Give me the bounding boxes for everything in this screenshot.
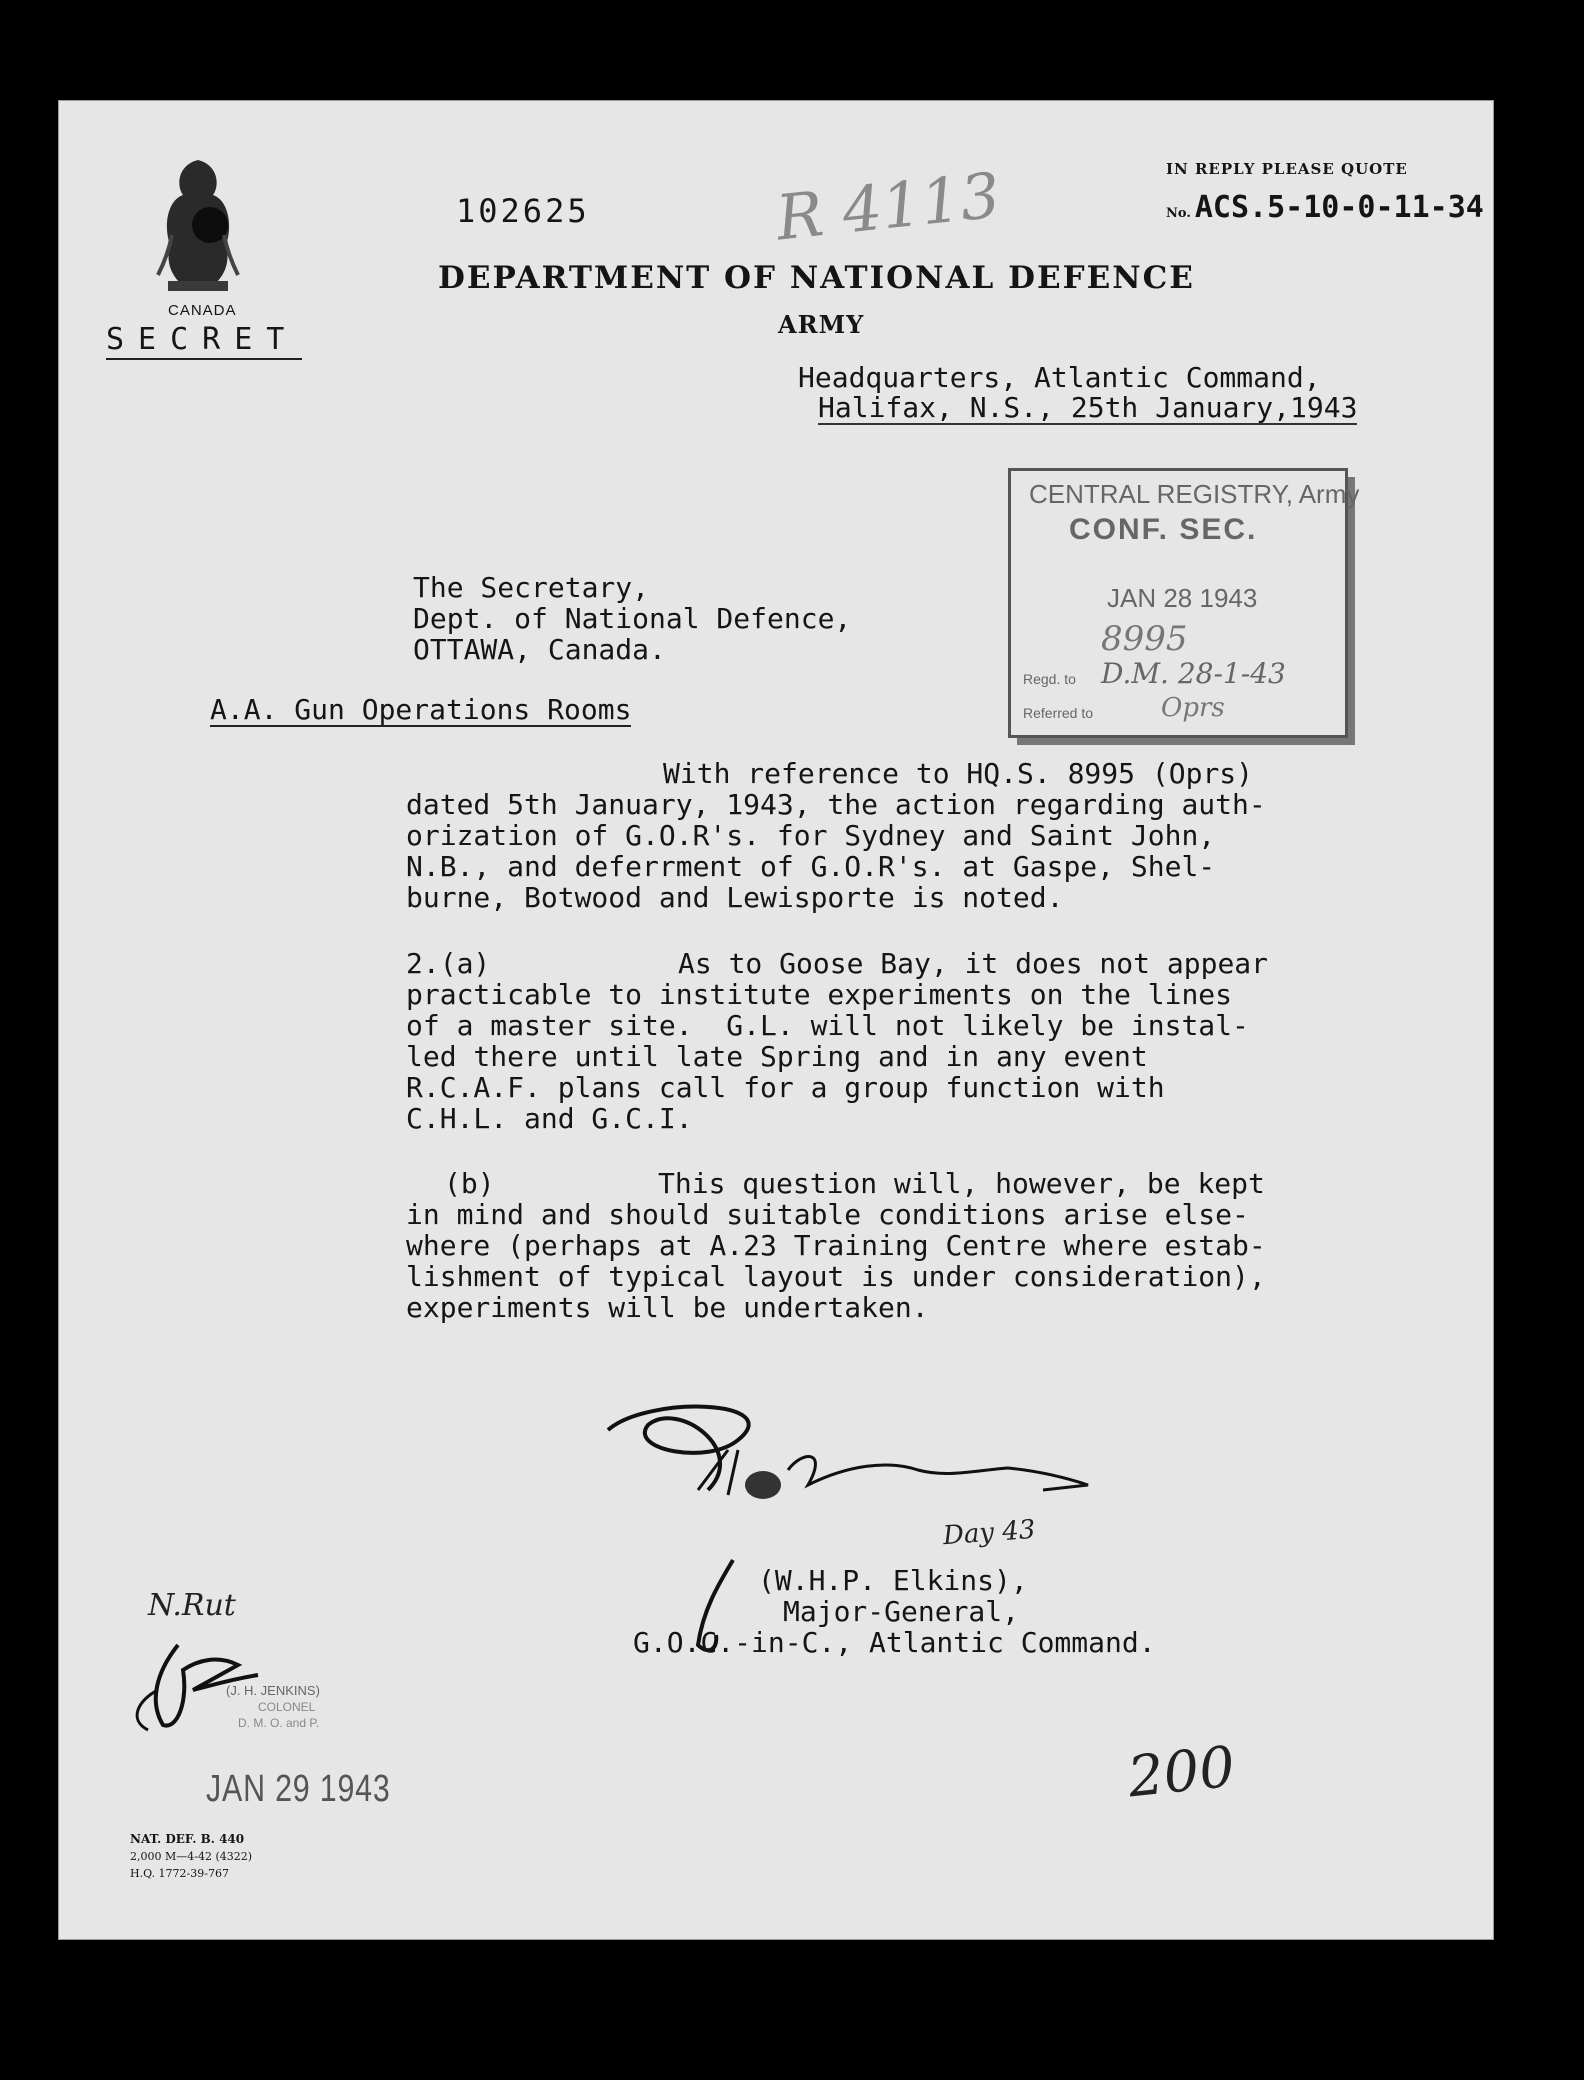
registry-regd-value: D.M. 28-1-43 xyxy=(1101,657,1286,690)
form-print-run: 2,000 M—4-42 (4322) xyxy=(130,1850,253,1863)
officer-stamp-office: D. M. O. and P. xyxy=(238,1716,320,1730)
registry-stamp-section: CONF. SEC. xyxy=(1069,513,1258,546)
body-p2-line: of a master site. G.L. will not likely be instal- xyxy=(406,1009,1249,1042)
body-p2-line: C.H.L. and G.C.I. xyxy=(406,1102,693,1135)
body-p2-line: R.C.A.F. plans call for a group function with xyxy=(406,1071,1165,1104)
body-p3-line: lishment of typical layout is under consideration), xyxy=(406,1260,1266,1293)
body-p3-label: (b) xyxy=(444,1167,495,1200)
canada-crest-icon xyxy=(148,155,248,300)
branch-title: ARMY xyxy=(778,310,865,339)
body-p3-line: experiments will be undertaken. xyxy=(406,1291,929,1324)
signatory-name: (W.H.P. Elkins), xyxy=(758,1564,1028,1597)
body-p3-line: where (perhaps at A.23 Training Centre where estab- xyxy=(406,1229,1266,1262)
registry-stamp-date: JAN 28 1943 xyxy=(1107,583,1258,613)
signatory-rank: Major-General, xyxy=(783,1595,1020,1628)
officer-stamp-name: (J. H. JENKINS) xyxy=(226,1683,320,1698)
registry-referred-value: Oprs xyxy=(1161,693,1225,723)
registry-referred-label: Referred to xyxy=(1023,705,1094,721)
body-p2-line: practicable to institute experiments on the lines xyxy=(406,978,1233,1011)
body-p3-line: in mind and should suitable conditions arise else- xyxy=(406,1198,1249,1231)
handwritten-initials: N.Rut xyxy=(148,1588,236,1623)
date-received-stamp: JAN 29 1943 xyxy=(206,1768,391,1810)
body-p1-line: With reference to HQ.S. 8995 (Oprs) xyxy=(663,757,1254,790)
body-p1-line: orization of G.O.R's. for Sydney and Saint John, xyxy=(406,819,1216,852)
department-title: DEPARTMENT OF NATIONAL DEFENCE xyxy=(438,260,1195,296)
letter-page xyxy=(58,100,1494,1940)
pencil-annotation: R 4113 xyxy=(772,158,1004,255)
file-number: 102625 xyxy=(456,192,590,230)
reply-number: ACS.5-10-0-11-34 xyxy=(1194,190,1484,225)
registry-regd-label: Regd. to xyxy=(1023,671,1076,687)
body-p1-line: dated 5th January, 1943, the action regarding auth- xyxy=(406,788,1266,821)
body-p3-line: This question will, however, be kept xyxy=(658,1167,1265,1200)
handwritten-number: 200 xyxy=(1124,1734,1238,1811)
crest-caption: CANADA xyxy=(168,302,237,319)
handwritten-date-note: Day 43 xyxy=(942,1514,1037,1552)
headquarters-line: Headquarters, Atlantic Command, xyxy=(798,361,1321,394)
body-p2-line: led there until late Spring and in any event xyxy=(406,1040,1148,1073)
subject-heading: A.A. Gun Operations Rooms xyxy=(210,693,632,726)
reply-reference xyxy=(1166,190,1484,225)
registry-stamp-title: CENTRAL REGISTRY, Army xyxy=(1029,479,1360,509)
addressee-line-1: The Secretary, xyxy=(413,571,650,604)
addressee-line-3: OTTAWA, Canada. xyxy=(413,633,666,666)
body-p1-line: burne, Botwood and Lewisporte is noted. xyxy=(406,881,1064,914)
place-date-line: Halifax, N.S., 25th January,1943 xyxy=(818,391,1358,424)
signatory-title: G.O.C.-in-C., Atlantic Command. xyxy=(633,1626,1156,1659)
officer-stamp-rank: COLONEL xyxy=(258,1700,316,1714)
body-p2-label: 2.(a) xyxy=(406,947,491,980)
body-p2-line: As to Goose Bay, it does not appear xyxy=(678,947,1269,980)
reply-no-prefix: No. xyxy=(1166,206,1191,221)
form-number: NAT. DEF. B. 440 xyxy=(130,1832,245,1846)
central-registry-stamp xyxy=(1008,468,1360,738)
registry-stamp-number: 8995 xyxy=(1101,619,1188,659)
reply-quote-label: IN REPLY PLEASE QUOTE xyxy=(1166,160,1408,178)
body-p1-line: N.B., and deferrment of G.O.R's. at Gaspe, Shel- xyxy=(406,850,1216,883)
addressee-line-2: Dept. of National Defence, xyxy=(413,602,852,635)
classification-marking: SECRET xyxy=(106,322,302,360)
form-hq-reference: H.Q. 1772-39-767 xyxy=(130,1867,229,1880)
